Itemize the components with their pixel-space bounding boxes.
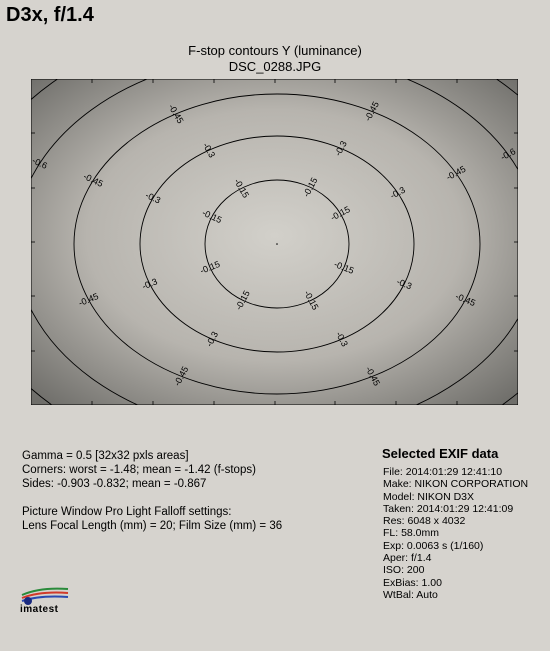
falloff-values: Lens Focal Length (mm) = 20; Film Size (mm) = 36 (22, 520, 283, 532)
exif-row: Model: NIKON D3X (383, 490, 475, 503)
exif-row: ExBias: 1.00 (383, 576, 442, 589)
contour-label: -0.15 (233, 288, 252, 312)
contour-label: -0.15 (328, 204, 352, 223)
contour-label: -0.15 (301, 175, 320, 199)
contour-label: -0.3 (333, 329, 350, 349)
page-title: D3x, f/1.4 (6, 4, 94, 26)
contour-label: -0.45 (77, 291, 100, 309)
exif-row: WtBal: Auto (383, 588, 438, 601)
contour-label: -0.6 (498, 146, 518, 163)
exif-row: ISO: 200 (383, 564, 425, 577)
contour-label: -0.45 (444, 163, 468, 183)
contour-label: -0.3 (200, 140, 218, 160)
falloff-stats (22, 449, 282, 533)
exif-row: FL: 58.0mm (383, 527, 440, 540)
contour-label: -0.3 (143, 189, 163, 206)
exif-row: File: 2014:01:29 12:41:10 (383, 466, 503, 478)
contour-label: -0.15 (332, 258, 356, 276)
contour-label: -0.45 (363, 364, 383, 388)
contour-label: -0.15 (302, 288, 321, 312)
exif-row: Aper: f/1.4 (383, 552, 432, 565)
contour-label: -0.45 (81, 171, 105, 189)
corners-line: Corners: worst = -1.48; mean = -1.42 (f-stops) (22, 464, 256, 476)
contour-label: -0.45 (171, 364, 191, 388)
exif-row: Exp: 0.0063 s (1/160) (383, 539, 484, 552)
exif-row: Make: NIKON CORPORATION (383, 478, 529, 491)
contour-label: -0.15 (200, 207, 224, 226)
gamma-line: Gamma = 0.5 [32x32 pxls areas] (22, 450, 189, 462)
plot-area (31, 79, 518, 405)
center-point (276, 243, 278, 245)
plot-title: F-stop contours Y (luminance) (188, 43, 362, 58)
contour-label: -0.3 (388, 184, 407, 201)
contour-label: -0.15 (198, 258, 222, 276)
contour-plot (31, 79, 518, 405)
sides-line: Sides: -0.903 -0.832; mean = -0.867 (22, 478, 207, 490)
exif-row: Res: 6048 x 4032 (383, 515, 466, 528)
contour-label: -0.6 (31, 155, 49, 171)
contour-label: -0.3 (140, 276, 159, 292)
imatest-logo-text: imatest (20, 604, 59, 615)
contour-label: -0.15 (232, 176, 252, 200)
exif-list (383, 466, 528, 601)
falloff-heading: Picture Window Pro Light Falloff settings: (22, 506, 232, 518)
contour-label: -0.45 (362, 99, 381, 123)
contour-label: -0.45 (166, 102, 186, 126)
contour-label: -0.3 (332, 139, 349, 158)
exif-title: Selected EXIF data (382, 446, 499, 461)
exif-row: Taken: 2014:01:29 12:41:09 (383, 502, 514, 515)
contour-label: -0.45 (454, 291, 477, 309)
contour-label: -0.3 (204, 329, 221, 349)
contour-label: -0.3 (395, 276, 414, 292)
plot-filename: DSC_0288.JPG (228, 59, 322, 74)
